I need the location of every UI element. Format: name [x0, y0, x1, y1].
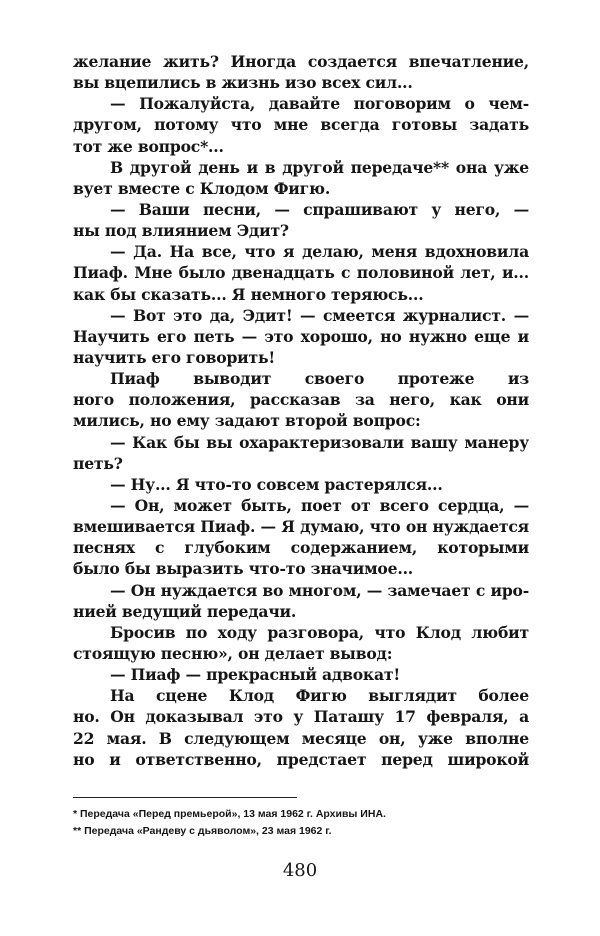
- footnote-2: ** Передача «Рандеву с дьяволом», 23 мая 1962 г.: [73, 825, 332, 837]
- text-line: Научить его петь — это хорошо, но нужно еще и: [73, 326, 529, 346]
- body-text: [73, 51, 529, 770]
- text-line: — Он, может быть, поет от всего сердца, —: [110, 495, 529, 515]
- text-line: петь?: [73, 453, 123, 473]
- text-line: — Он нуждается во многом, — замечает с иро-: [110, 580, 529, 600]
- page-number: 480: [282, 860, 318, 881]
- text-line: вует вместе с Клодом Фигю.: [73, 178, 331, 198]
- text-line: — Да. На все, что я делаю, меня вдохновила: [110, 242, 529, 262]
- text-line: вы вцепились в жизнь изо всех сил...: [73, 73, 413, 93]
- text-line: как бы сказать... Я немного теряюсь...: [73, 284, 424, 304]
- text-line: 22 мая. В следующем месяце он, уже вполне: [73, 728, 529, 748]
- text-line: ны под влиянием Эдит?: [73, 221, 289, 241]
- text-line: Пиаф выводит своего протеже из: [110, 369, 529, 389]
- text-line: На сцене Клод Фигю выглядит более: [110, 686, 529, 706]
- text-line: песнях с глубоким содержанием, которыми: [73, 538, 529, 558]
- text-line: мились, но ему задают второй вопрос:: [73, 411, 421, 431]
- text-line: — Пиаф — прекрасный адвокат!: [110, 665, 400, 685]
- text-line: нией ведущий передачи.: [73, 601, 297, 621]
- footnote-divider: [73, 797, 297, 798]
- text-line: стоящую песню», он делает вывод:: [73, 643, 393, 663]
- text-line: научить его говорить!: [73, 347, 276, 367]
- text-line: Пиаф. Мне было двенадцать с половиной лет, и...: [73, 263, 529, 283]
- text-line: но. Он доказывал это у Паташу 17 февраля, а: [73, 707, 529, 727]
- text-line: В другой день и в другой передаче** она уже: [110, 157, 529, 177]
- text-line: — Как бы вы охарактеризовали вашу манеру: [110, 432, 529, 452]
- text-line: другом, потому что мне всегда готовы задать: [73, 115, 529, 135]
- text-line: — Пожалуйста, давайте поговорим о чем-: [110, 94, 529, 114]
- text-line: тот же вопрос*...: [73, 136, 224, 156]
- text-line: Бросив по ходу разговора, что Клод любит: [110, 622, 529, 642]
- text-line: но и ответственно, предстает перед широкой: [73, 749, 529, 769]
- footnote-1: * Передача «Перед премьерой», 13 мая 1962 г. Архивы ИНА.: [73, 808, 386, 820]
- text-line: вмешивается Пиаф. — Я думаю, что он нуждается: [73, 517, 529, 537]
- text-line: было бы выразить что-то значимое...: [73, 559, 414, 579]
- text-line: — Ваши песни, — спрашивают у него, —: [110, 199, 529, 219]
- text-line: — Ну... Я что-то совсем растерялся...: [110, 474, 443, 494]
- text-line: — Вот это да, Эдит! — смеется журналист. —: [110, 305, 529, 325]
- text-line: ного положения, рассказав за него, как они: [73, 390, 529, 410]
- text-line: желание жить? Иногда создается впечатление,: [73, 52, 529, 71]
